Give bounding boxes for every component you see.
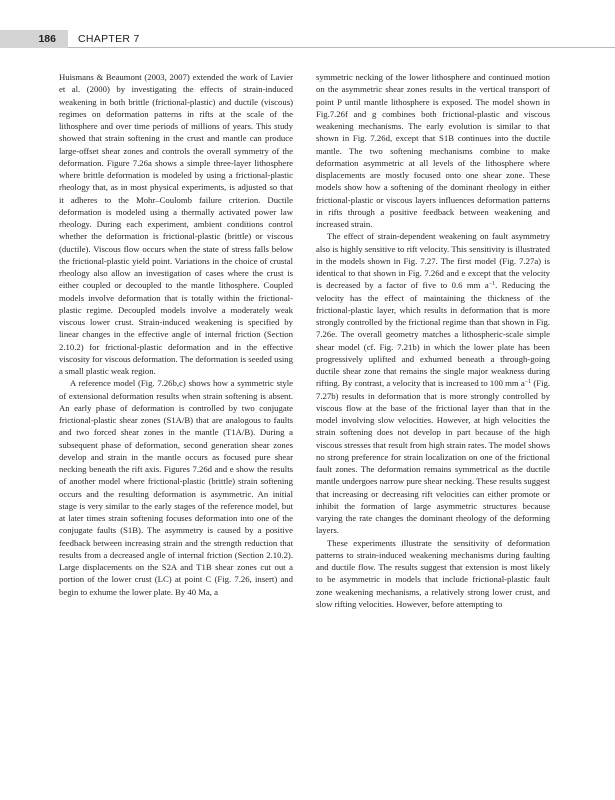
- paragraph-reference-model: A reference model (Fig. 7.26b,c) shows how a symmetric style of extensional deformation results when strain softening is absent. An early phase of deformation is controlled by two conjugate frictional-plastic shear zones (S1A/B) that are analogous to faults and two forced shear zones in the mantle (T1A/B). During a subsequent phase of deformation, second generation shear zones develop and strain in the mantle occurs as focused pure shear necking beneath the rift axis. Figures 7.26d and e show the results of another model where frictional-plastic (brittle) strain softening occurs and the resulting deformation is asymmetric. An initial stage is very similar to the early stages of the reference model, but at later times strain softening focuses deformation into one of the conjugate faults (S1B). The asymmetry is caused by a positive feedback between increasing strain and the strength reduction that results from a decreased angle of internal friction (Section 2.10.2). Large displacements on the S2A and T1B shear zones cut out a portion of the lower crust (LC) at point C (Fig. 7.26, insert) and begin to exhume the lower plate. By 40 Ma, a: [59, 378, 293, 597]
- chapter-label: CHAPTER 7: [78, 33, 140, 45]
- running-header: [0, 30, 615, 48]
- header-rule: [68, 47, 615, 48]
- paragraph-rift-velocity: [316, 230, 550, 536]
- page-number: 186: [0, 30, 68, 48]
- right-column: [316, 71, 550, 610]
- left-column: [59, 71, 293, 598]
- paragraph-experiments-summary: These experiments illustrate the sensitivity of deformation patterns to strain-induced weakening mechanisms during faulting and ductile flow. The results suggest that extension is most likely to be asymmetric in models that include frictional-plastic fault zone weakening mechanisms, a relatively strong lower crust, and slow rifting velocities. However, before attempting to: [316, 537, 550, 609]
- unit-exponent: −1: [488, 281, 496, 288]
- velocity-text-2: . Reducing the velocity has the effect of maintaining the thickness of the frictional-plastic layer, which results in deformation that is more strongly controlled by the frictional regime than that shown in Fig. 7.26e. The overall geometry matches a lithospheric-scale simple shear model (cf. Fig. 7.21b) in which the lower plate has been progressively uplifted and exhumed beneath a through-going ductile shear zone that remains the single major weakness during rifting. By contrast, a velocity that is increased to 100 mm a: [316, 280, 550, 389]
- unit-exponent: −1: [524, 379, 532, 386]
- paragraph-huismans-beaumont: Huismans & Beaumont (2003, 2007) extended the work of Lavier et al. (2000) by investigating the effects of strain-induced weakening in both brittle (frictional-plastic) and ductile (viscous) regimes on deformation patterns in rifts at the scale of the lithosphere and over time periods of millions of years. This study showed that strain softening in the crust and mantle can produce large-offset shear zones and controls the overall symmetry of the deformation. Figure 7.26a shows a simple three-layer lithosphere where brittle deformation is modeled by using a frictional-plastic rheology that, as in most physical experiments, is adjusted so that it adheres to the Mohr–Coulomb failure criterion. Ductile deformation is modeled using a thermally activated power law rheology. During each experiment, ambient conditions control whether the deformation is frictional-plastic (brittle) or viscous (ductile). Viscous flow occurs when the state of stress falls below the frictional-plastic yield point. Variations in the choice of crustal rheology also allow an investigation of cases where the crust is either coupled or decoupled to the mantle lithosphere. Coupled models involve deformation that is totally within the frictional-plastic regime. Decoupled models involve a moderately weak viscous lower crust. Strain-induced weakening is specified by linear changes in the effective angle of internal friction (Section 2.10.2) for frictional-plastic deformation and in the effective viscosity for viscous deformation. The deformation is seeded using a small plastic weak region.: [59, 72, 293, 376]
- velocity-text-3: (Fig. 7.27b) results in deformation that is more strongly controlled by viscous flow at the base of the frictional layer than that in the model involving slow velocities. However, at high velocities the strain softening does not develop in part because of the high viscous stresses that result from high strain rates. The model shows no strong preference for strain localization on one of the frictional fault zones. The deformation remains symmetrical as the ductile mantle undergoes narrow pure shear necking. These results suggest that increasing or decreasing rift velocities can either promote or inhibit the formation of large asymmetric structures because varying the rate changes the dominant rheology of the deforming layers.: [316, 378, 550, 536]
- velocity-text-1: The effect of strain-dependent weakening on fault asymmetry also is highly sensitive to rift velocity. This sensitivity is illustrated in the models shown in Fig. 7.27. The first model (Fig. 7.27a) is identical to that shown in Fig. 7.26d and e except that the velocity is decreased by a factor of five to 0.6 mm a: [316, 231, 550, 291]
- paragraph-symmetric-necking: symmetric necking of the lower lithosphere and continued motion on the asymmetric shear zones results in the vertical transport of point P until mantle lithosphere is exposed. The model shown in Fig.7.26f and g combines both frictional-plastic and viscous weakening mechanisms. The early evolution is similar to that shown in Fig. 7.26d, except that S1B continues into the ductile mantle. The two softening mechanisms combine to make deformation asymmetric at all levels of the lithosphere where displacements are mostly focused onto one shear zone. These models show how a softening of the dominant rheology in either frictional-plastic or viscous layers influences deformation patterns in rifts through a positive feedback between weakening and increased strain.: [316, 72, 550, 229]
